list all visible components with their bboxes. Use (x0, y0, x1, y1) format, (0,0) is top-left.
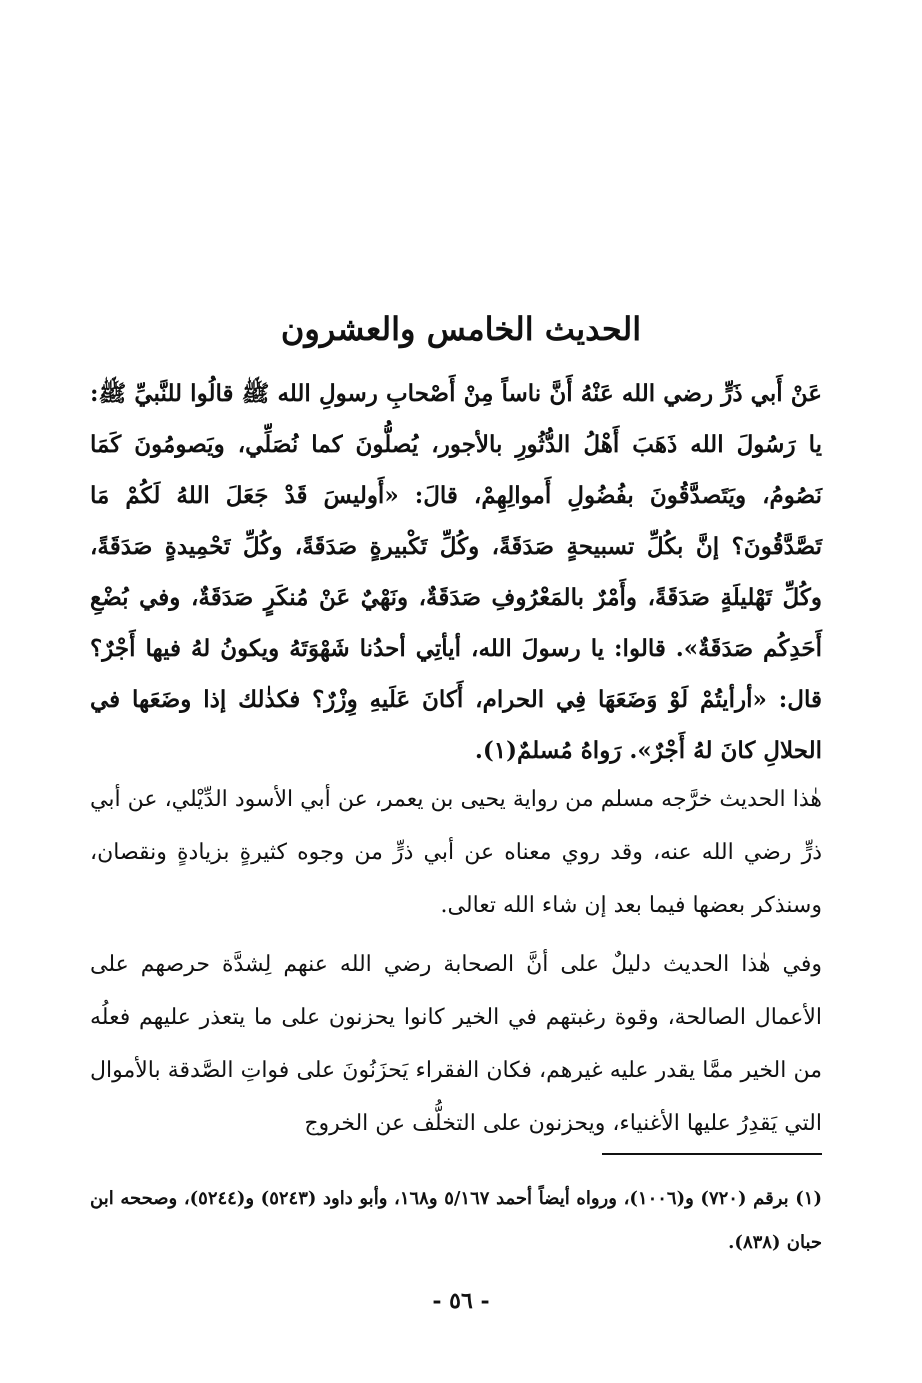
commentary-paragraph-2: وفي هٰذا الحديث دليلٌ على أنَّ الصحابة رضي الله عنهم لِشدَّة حرصهم على الأعمال الصالحة، وقوة رغبتهم في الخير كانوا يحزنون على ما يتعذر عليهم فعلُه من الخير ممَّا يقدر عليه غيرهم، فكان الفقراء يَحزَنُونَ على فواتِ الصَّدقة بالأموال التي يَقدِرُ عليها الأغنياء، ويحزنون على التخلُّف عن الخروج (90, 952, 822, 1136)
footnote: (١) برقم (٧٢٠) و(١٠٠٦)، ورواه أيضاً أحمد ٥/١٦٧ و١٦٨، وأبو داود (٥٢٤٣) و(٥٢٤٤)، وصححه ابن حبان (٨٣٨). (90, 1188, 822, 1253)
footnote-divider (602, 1153, 822, 1155)
chapter-title: الحديث الخامس والعشرون (280, 310, 642, 348)
hadith-text: عَنْ أَبي ذَرٍّ رضي الله عَنْهُ أَنَّ ناساً مِنْ أَصْحابِ رسولِ الله ﷺ قالُوا للنَّبيِّ ﷺ: يا رَسُولَ الله ذَهَبَ أَهْلُ الدُّثُورِ بالأجور، يُصلُّونَ كما نُصَلِّي، ويَصومُونَ كَمَا نَصُومُ، ويَتَصدَّقُونَ بفُضُولِ أَموالِهِمْ، قالَ: «أَوليسَ قَدْ جَعَلَ اللهُ لَكُمْ مَا تَصَّدَّقُونَ؟ إنَّ بكُلِّ تسبيحةٍ صَدَقَةً، وكُلِّ تَكْبيرةٍ صَدَقَةً، وكُلِّ تَحْمِيدةٍ صَدَقَةً، وكُلِّ تَهْليلَةٍ صَدَقَةً، وأَمْرٌ بالمَعْرُوفِ صَدَقَةٌ، ونَهْيٌ عَنْ مُنكَرٍ صَدَقَةٌ، وفي بُضْعِ أَحَدِكُم صَدَقَةٌ». قالوا: يا رسولَ الله، أيأتِي أحدُنا شَهْوَتَهُ ويكونُ لهُ فيها أَجْرٌ؟ قال: «أرأيتُمْ لَوْ وَضَعَهَا فِي الحرام، أَكانَ عَلَيهِ وِزْرٌ؟ فكذٰلك إذا وضَعَها في الحلالِ كانَ لهُ أَجْرٌ». رَواهُ مُسلمٌ(١). (90, 380, 822, 764)
commentary-paragraph-1: هٰذا الحديث خرَّجه مسلم من رواية يحيى بن يعمر، عن أبي الأسود الدِّيْلي، عن أبي ذرٍّ رضي الله عنه، وقد روي معناه عن أبي ذرٍّ من وجوه كثيرةٍ بزيادةٍ ونقصان، وسنذكر بعضها فيما بعد إن شاء الله تعالى. (90, 787, 822, 918)
page-number: - ٥٦ - (432, 1288, 490, 1314)
